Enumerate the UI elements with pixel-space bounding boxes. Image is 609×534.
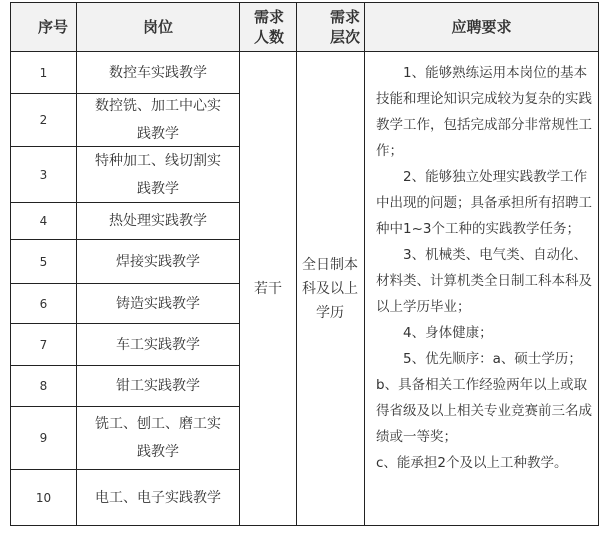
requirement-item: 4、身体健康； [403, 325, 493, 341]
header-seq: 序号 [37, 18, 68, 36]
row-number: 9 [39, 431, 48, 445]
row-number: 4 [39, 214, 48, 228]
row-position: 数控车实践教学 [109, 64, 207, 81]
requirement-item: 1、能够熟练运用本岗位的基本技能和理论知识完成较为复杂的实践教学工作，包括完成部分非常规性工作； [376, 65, 592, 159]
count-value: 若干 [254, 280, 282, 297]
row-number: 6 [39, 296, 48, 311]
row-position: 铸造实践教学 [116, 295, 200, 312]
row-position: 特种加工、线切割实践教学 [95, 152, 221, 197]
row-position: 数控铣、加工中心实践教学 [95, 98, 221, 142]
requirement-item: c、能承担2个及以上工种教学。 [376, 455, 568, 471]
header-level: 需求层次 [329, 8, 360, 46]
requirement-item: 2、能够独立处理实践教学工作中出现的问题；具备承担所有招聘工种中1~3个工种的实践教学任务； [376, 169, 592, 237]
requirement-item: 3、机械类、电气类、自动化、材料类、计算机类全日制工科本科及以上学历毕业； [376, 247, 592, 315]
row-number: 3 [39, 167, 48, 182]
header-requirements: 应聘要求 [451, 17, 512, 36]
header-count: 需求人数 [253, 8, 284, 46]
row-position: 车工实践教学 [116, 336, 200, 353]
row-position: 铣工、刨工、磨工实践教学 [95, 416, 221, 460]
row-number: 7 [39, 337, 48, 352]
row-number: 8 [39, 379, 48, 393]
requirements-text [376, 60, 598, 476]
row-position: 焊接实践教学 [116, 253, 200, 270]
row-number: 5 [39, 254, 48, 269]
row-position: 钳工实践教学 [116, 378, 200, 394]
row-number: 1 [39, 65, 48, 80]
row-number: 10 [35, 490, 52, 505]
level-value: 全日制本科及以上学历 [302, 256, 358, 321]
row-position: 电工、电子实践教学 [95, 489, 221, 506]
requirement-item: 5、优先顺序：a、硕士学历；b、具备相关工作经验两年以上或取得省级及以上相关专业竞赛前三名成绩或一等奖； [376, 351, 592, 445]
header-position: 岗位 [142, 17, 173, 36]
row-number: 2 [39, 113, 48, 127]
row-position: 热处理实践教学 [109, 213, 207, 229]
